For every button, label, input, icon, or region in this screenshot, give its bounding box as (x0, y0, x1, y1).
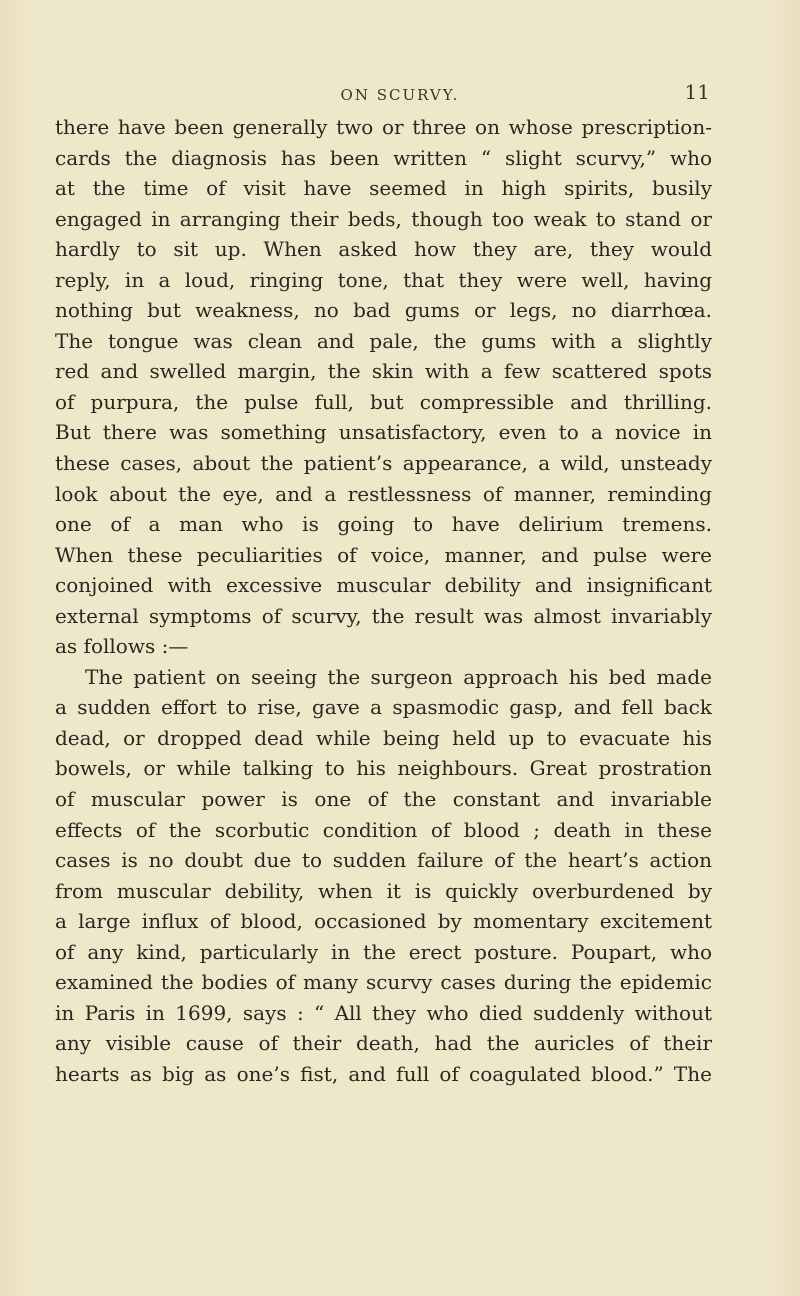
text-line: hearts as big as one’s fist, and full of coagulated blood.” The (55, 1061, 712, 1086)
text-line: hardly to sit up. When asked how they are, they would (55, 237, 712, 262)
running-head (0, 80, 800, 110)
text-line: conjoined with excessive muscular debility and insignificant (55, 573, 712, 598)
text-line: bowels, or while talking to his neighbours. Great prostration (55, 756, 712, 781)
page-number: 11 (684, 80, 710, 104)
text-line: cards the diagnosis has been written “ slight scurvy,” who (55, 145, 712, 170)
text-line: examined the bodies of many scurvy cases during the epidemic (55, 970, 712, 995)
text-line: as follows :— (55, 634, 189, 659)
text-line: But there was something unsatisfactory, even to a novice in (55, 420, 712, 445)
text-line: engaged in arranging their beds, though too weak to stand or (55, 206, 712, 231)
text-line: any visible cause of their death, had the auricles of their (55, 1031, 712, 1056)
text-line: look about the eye, and a restlessness of manner, reminding (55, 481, 712, 506)
text-line: of muscular power is one of the constant and invariable (55, 787, 712, 812)
text-line: reply, in a loud, ringing tone, that they were well, having (55, 267, 712, 292)
text-line: nothing but weakness, no bad gums or legs, no diarrhœa. (55, 298, 712, 323)
text-line: cases is no doubt due to sudden failure of the heart’s action (55, 848, 712, 873)
text-line: The tongue was clean and pale, the gums with a slightly (55, 328, 712, 353)
text-line: a sudden effort to rise, gave a spasmodic gasp, and fell back (55, 695, 712, 720)
text-line: in Paris in 1699, says : “ All they who died suddenly without (55, 1000, 712, 1025)
text-line: a large influx of blood, occasioned by momentary excitement (55, 909, 712, 934)
text-line: dead, or dropped dead while being held up to evacuate his (55, 725, 712, 750)
text-line: red and swelled margin, the skin with a few scattered spots (55, 359, 712, 384)
text-line: When these peculiarities of voice, manner, and pulse were (55, 542, 712, 567)
body-text (55, 112, 712, 1090)
running-title: ON SCURVY. (340, 86, 460, 104)
text-line: there have been generally two or three on whose prescription- (55, 115, 712, 139)
text-line: effects of the scorbutic condition of blood ; death in these (55, 817, 712, 842)
paragraph-first-line: The patient on seeing the surgeon approach his bed made (85, 664, 712, 689)
text-line: external symptoms of scurvy, the result was almost invariably (55, 603, 712, 628)
text-line: from muscular debility, when it is quickly overburdened by (55, 878, 712, 903)
text-line: of any kind, particularly in the erect posture. Poupart, who (55, 939, 712, 964)
text-line: these cases, about the patient’s appearance, a wild, unsteady (55, 451, 712, 476)
text-line: at the time of visit have seemed in high spirits, busily (55, 176, 712, 201)
text-line: one of a man who is going to have delirium tremens. (55, 512, 712, 537)
text-line: of purpura, the pulse full, but compressible and thrilling. (55, 389, 712, 414)
